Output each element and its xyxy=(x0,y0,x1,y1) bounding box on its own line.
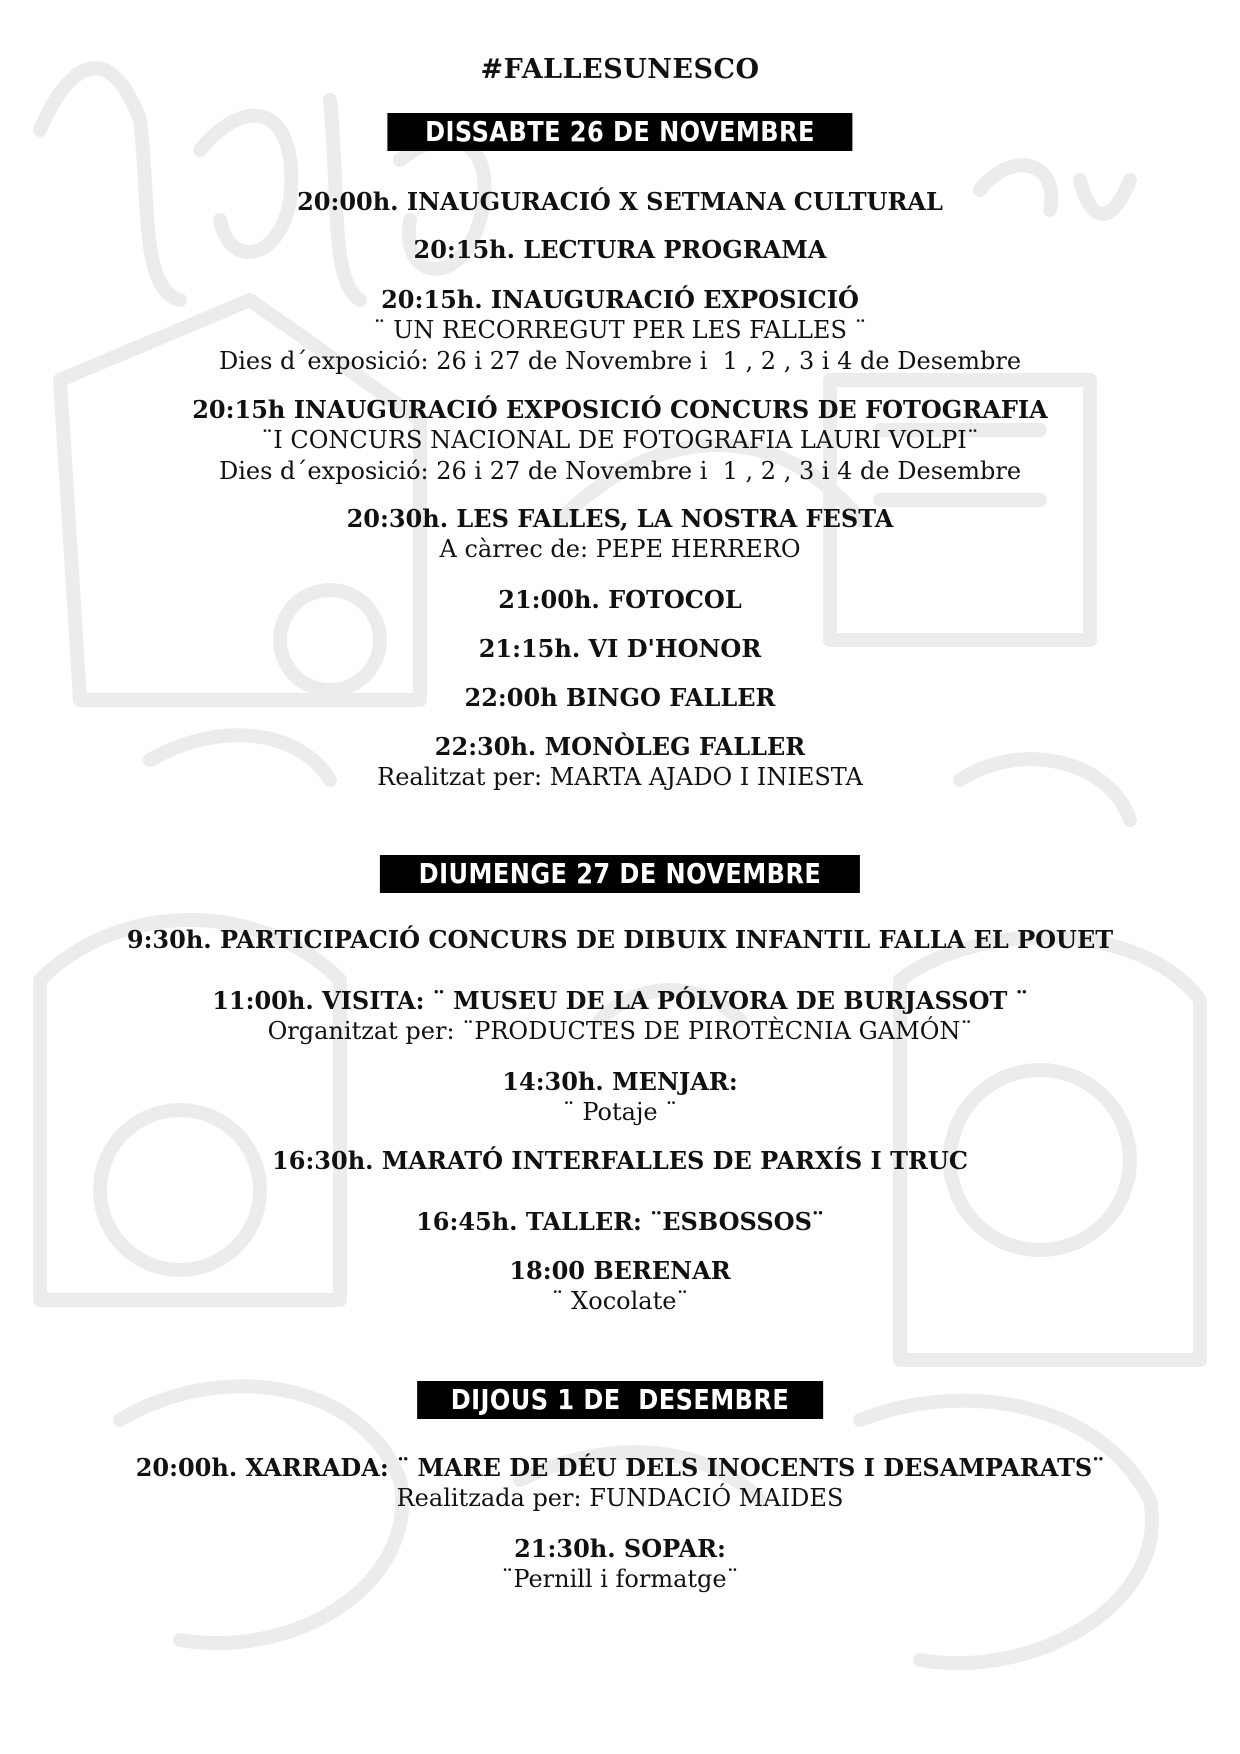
event-item xyxy=(0,731,1240,793)
event-title: 21:15h. VI D'HONOR xyxy=(478,634,762,663)
hashtag: #FALLESUNESCO xyxy=(480,54,760,85)
event-title: 20:00h. INAUGURACIÓ X SETMANA CULTURAL xyxy=(297,187,943,216)
day-header-sunday: DIUMENGE 27 DE NOVEMBRE xyxy=(380,855,860,893)
event-title: 20:15h. LECTURA PROGRAMA xyxy=(413,235,827,264)
event-detail: Realitzat per: MARTA AJADO I INIESTA xyxy=(377,763,863,791)
day-header-saturday: DISSABTE 26 DE NOVEMBRE xyxy=(387,113,852,151)
event-item xyxy=(0,1206,1240,1237)
event-item xyxy=(0,1145,1240,1176)
event-title: 22:00h BINGO FALLER xyxy=(464,683,776,712)
event-title: 20:00h. XARRADA: ¨ MARE DE DÉU DELS INOCENTS I DESAMPARATS¨ xyxy=(135,1453,1105,1482)
event-item xyxy=(0,234,1240,265)
event-title: 14:30h. MENJAR: xyxy=(502,1067,738,1096)
event-detail: Dies d´exposició: 26 i 27 de Novembre i 1 , 2 , 3 i 4 de Desembre xyxy=(218,347,1022,375)
event-item xyxy=(0,186,1240,217)
event-detail: Realitzada per: FUNDACIÓ MAIDES xyxy=(396,1484,844,1512)
event-title: 9:30h. PARTICIPACIÓ CONCURS DE DIBUIX INFANTIL FALLA EL POUET xyxy=(126,925,1114,954)
event-item xyxy=(0,1255,1240,1317)
event-detail: A càrrec de: PEPE HERRERO xyxy=(439,535,801,563)
event-item xyxy=(0,924,1240,955)
event-item xyxy=(0,503,1240,565)
event-item xyxy=(0,1066,1240,1128)
event-detail: Organitzat per: ¨PRODUCTES DE PIROTÈCNIA GAMÓN¨ xyxy=(267,1017,973,1045)
event-item xyxy=(0,1533,1240,1595)
event-title: 16:30h. MARATÓ INTERFALLES DE PARXÍS I TRUC xyxy=(272,1146,968,1175)
event-item xyxy=(0,284,1240,377)
event-item xyxy=(0,682,1240,713)
event-item xyxy=(0,633,1240,664)
event-title: 21:30h. SOPAR: xyxy=(514,1534,726,1563)
event-detail: ¨ Potaje ¨ xyxy=(562,1098,678,1126)
event-title: 20:15h. INAUGURACIÓ EXPOSICIÓ xyxy=(381,285,859,314)
event-detail: ¨Pernill i formatge¨ xyxy=(501,1565,739,1593)
event-title: 18:00 BERENAR xyxy=(509,1256,731,1285)
event-detail: ¨ Xocolate¨ xyxy=(551,1287,689,1315)
event-title: 11:00h. VISITA: ¨ MUSEU DE LA PÓLVORA DE BURJASSOT ¨ xyxy=(212,986,1028,1015)
day-header-thursday: DIJOUS 1 DE DESEMBRE xyxy=(417,1381,823,1419)
event-title: 22:30h. MONÒLEG FALLER xyxy=(434,732,806,761)
event-item xyxy=(0,1452,1240,1514)
event-title: 20:15h INAUGURACIÓ EXPOSICIÓ CONCURS DE FOTOGRAFIA xyxy=(192,395,1048,424)
event-title: 21:00h. FOTOCOL xyxy=(498,585,742,614)
event-detail: ¨ UN RECORREGUT PER LES FALLES ¨ xyxy=(373,316,867,344)
event-detail: Dies d´exposició: 26 i 27 de Novembre i 1 , 2 , 3 i 4 de Desembre xyxy=(218,457,1022,485)
event-item xyxy=(0,394,1240,487)
event-title: 20:30h. LES FALLES, LA NOSTRA FESTA xyxy=(346,504,894,533)
event-detail: ¨I CONCURS NACIONAL DE FOTOGRAFIA LAURI VOLPI¨ xyxy=(261,426,979,454)
event-item xyxy=(0,584,1240,615)
event-item xyxy=(0,985,1240,1047)
event-title: 16:45h. TALLER: ¨ESBOSSOS¨ xyxy=(416,1207,824,1236)
